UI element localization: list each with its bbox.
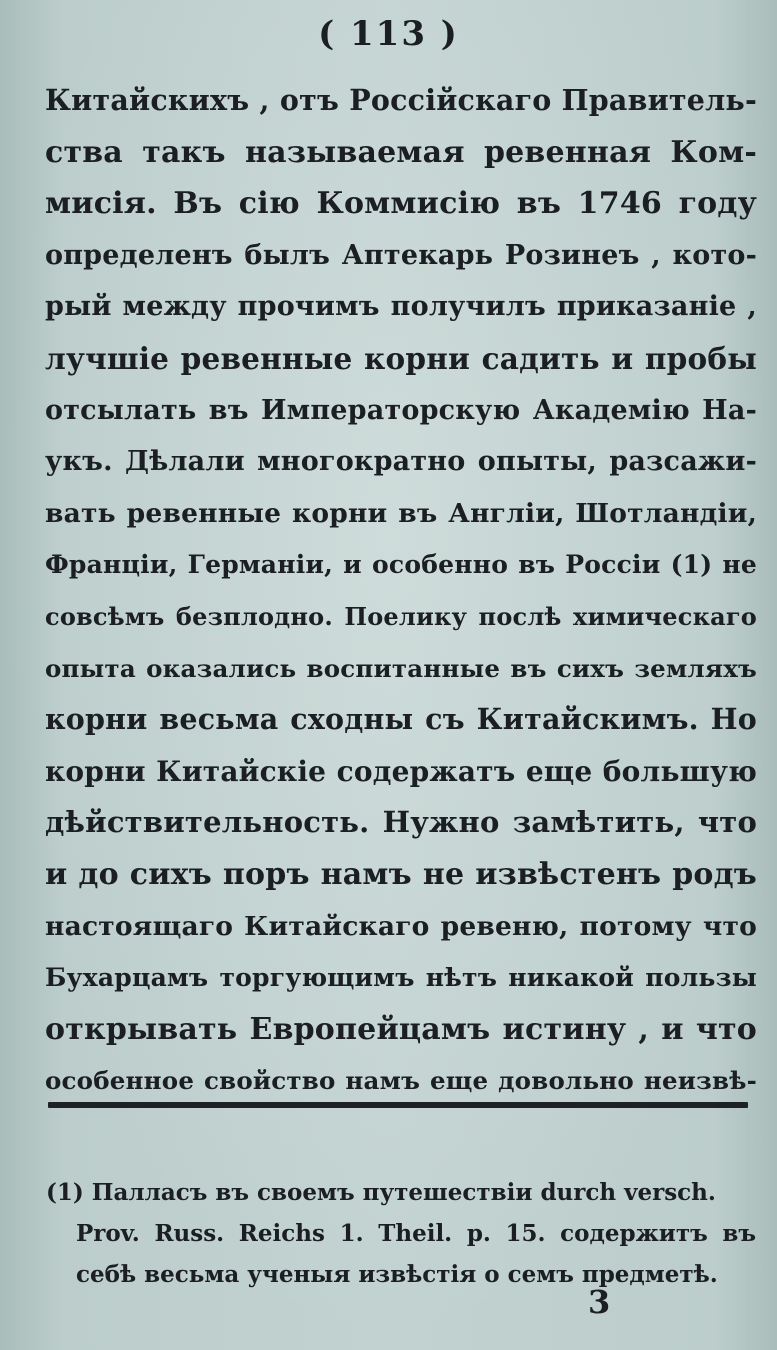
footnote-line: Prov. Russ. Reichs 1. Theil. p. 15. содержитъ въ (76, 1220, 756, 1247)
footnote-line: себѣ весьма ученыя извѣстія о семъ предметѣ. (76, 1261, 718, 1288)
text-line: вать ревенные корни въ Англіи, Шотландіи, (45, 497, 757, 529)
text-line: и до сихъ поръ намъ не извѣстенъ родъ (45, 856, 757, 892)
text-line: совсѣмъ безплодно. Поелику послѣ химическаго (45, 601, 757, 631)
text-line: Франціи, Германіи, и особенно въ Россіи (1) не (45, 550, 757, 580)
text-line: Китайскихъ , отъ Россійскаго Правитель- (45, 83, 757, 117)
text-line: определенъ былъ Аптекарь Розинеъ , кото- (45, 239, 757, 271)
text-line: корни Китайскіе содержатъ еще большую (45, 754, 757, 788)
footnote-line: (1) Палласъ въ своемъ путешествіи durch versch. (46, 1179, 716, 1206)
text-line: опыта оказались воспитанные въ сихъ земляхъ (45, 653, 757, 683)
text-line: рый между прочимъ получилъ приказаніе , (45, 291, 757, 323)
text-line: особенное свойство намъ еще довольно неизвѣ- (45, 1066, 757, 1096)
signature-mark: 3 (588, 1283, 611, 1321)
text-line: Бухарцамъ торгующимъ нѣтъ никакой пользы (45, 963, 757, 993)
body-text (45, 75, 757, 1107)
text-line: корни весьма сходны съ Китайскимъ. Но (45, 702, 757, 737)
text-line: открывать Европейцамъ истину , и что (45, 1011, 757, 1047)
text-line: дѣйствительность. Нужно замѣтить, что (45, 805, 757, 840)
text-line: укъ. Дѣлали многократно опыты, разсажи- (45, 446, 757, 478)
page-number: ( 113 ) (318, 14, 459, 54)
text-line: ства такъ называемая ревенная Ком- (45, 134, 757, 170)
text-line: лучшіе ревенные корни садить и пробы (45, 340, 757, 376)
footnote (46, 1172, 756, 1295)
text-line: отсылать въ Императорскую Академію На- (45, 394, 757, 426)
text-line: настоящаго Китайскаго ревеню, потому что (45, 910, 757, 942)
text-line: мисія. Въ сію Коммисію въ 1746 году (45, 186, 757, 222)
footnote-divider (48, 1102, 748, 1108)
